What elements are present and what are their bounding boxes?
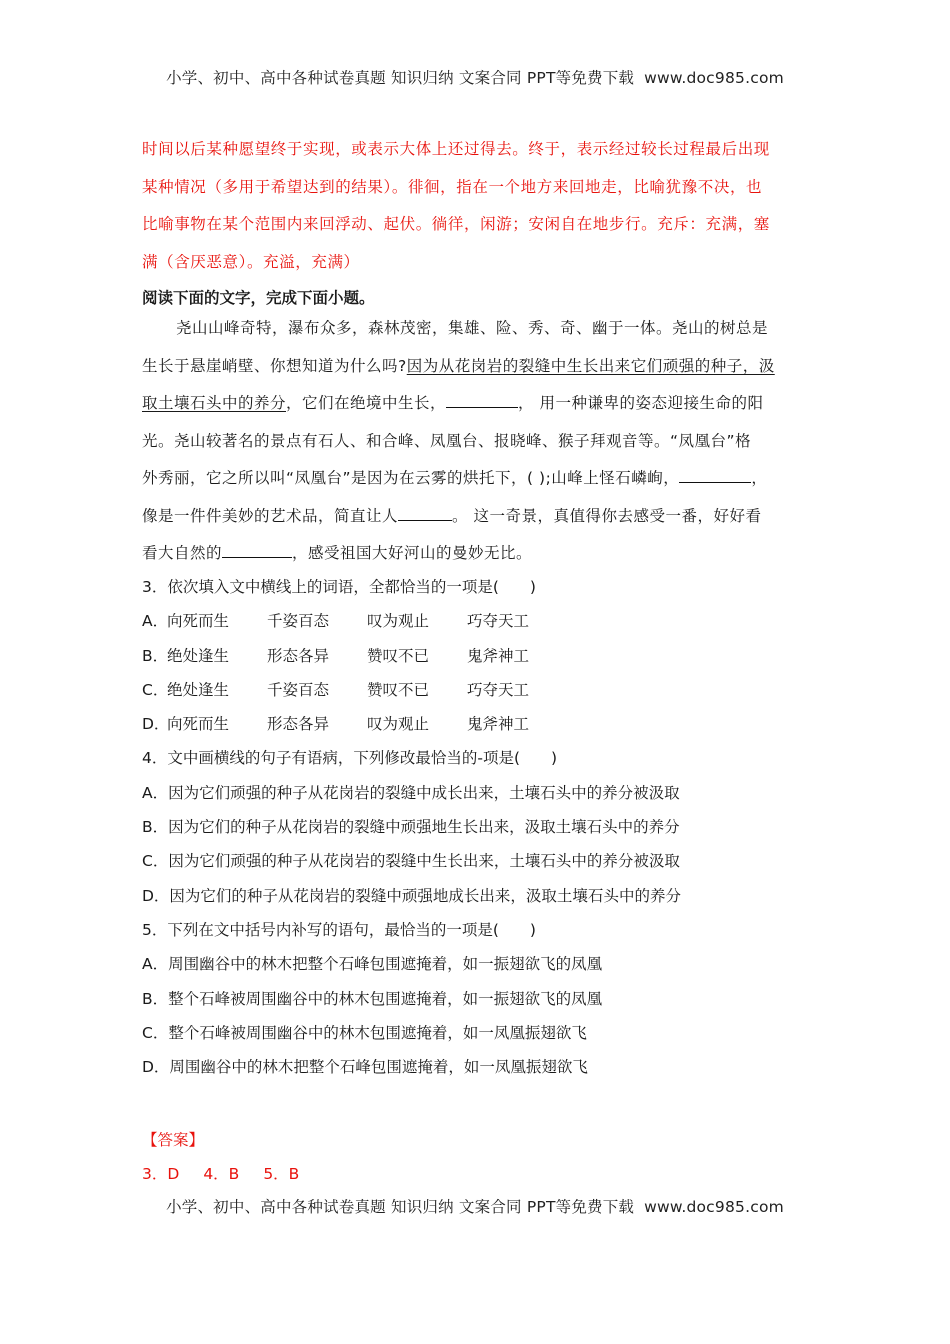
question-option: B．因为它们的种子从花岗岩的裂缝中顽强地生长出来，汲取土壤石头中的养分 — [142, 818, 680, 837]
question-option: B．整个石峰被周围幽谷中的林木包围遮掩着，如一振翅欲飞的凤凰 — [142, 989, 603, 1008]
page-footer — [0, 1195, 950, 1217]
passage-line — [142, 385, 814, 423]
option-letter: C． — [142, 680, 169, 699]
option-word: 向死而生 — [167, 612, 230, 631]
explanation-block — [142, 131, 814, 281]
questions — [142, 570, 814, 1084]
option-letter: B． — [142, 646, 169, 665]
option-letter: D． — [142, 715, 170, 734]
option-word: 千姿百态 — [267, 612, 330, 631]
blank-4 — [222, 543, 292, 558]
passage-text: ， 用一种谦卑的姿态迎接生命的阳 — [518, 394, 764, 412]
blank-1 — [446, 393, 518, 408]
question-stem: 5．下列在文中括号内补写的语句，最恰当的一项是( ) — [142, 920, 536, 939]
passage — [142, 310, 814, 573]
answer-item: 3．D — [142, 1165, 180, 1183]
header-text: 小学、初中、高中各种试卷真题 知识归纳 文案合同 PPT等免费下载 — [166, 69, 635, 87]
option-word: 形态各异 — [267, 715, 330, 734]
option-word: 向死而生 — [167, 715, 230, 734]
question-option: C．整个石峰被周围幽谷中的林木包围遮掩着，如一凤凰振翅欲飞 — [142, 1023, 587, 1042]
footer-site-link[interactable]: www.doc985.com — [644, 1198, 784, 1216]
option-word: 形态各异 — [267, 646, 330, 665]
question-option: D．因为它们的种子从花岗岩的裂缝中顽强地成长出来，汲取土壤石头中的养分 — [142, 886, 681, 905]
explanation-line: 比喻事物在某个范围内来回浮动、起伏。徜徉，闲游；安闲自在地步行。充斥：充满，塞 — [142, 215, 770, 233]
answer-item: 4．B — [203, 1165, 240, 1183]
passage-line — [142, 348, 814, 386]
question-option: C．因为它们顽强的种子从花岗岩的裂缝中生长出来，土壤石头中的养分被汲取 — [142, 852, 680, 871]
answer-item: 5．B — [263, 1165, 300, 1183]
question-option: A．因为它们顽强的种子从花岗岩的裂缝中成长出来，土壤石头中的养分被汲取 — [142, 783, 680, 802]
option-word: 鬼斧神工 — [467, 646, 530, 665]
question-option: D．周围幽谷中的林木把整个石峰包围遮掩着，如一凤凰振翅欲飞 — [142, 1058, 588, 1077]
question-stem: 3．依次填入文中横线上的词语，全都恰当的一项是( ) — [142, 578, 536, 596]
page-header — [0, 66, 950, 88]
option-word: 巧夺天工 — [467, 612, 530, 631]
explanation-line: 某种情况（多用于希望达到的结果）。徘徊，指在一个地方来回地走，比喻犹豫不决，也 — [142, 177, 763, 196]
option-word: 鬼斧神工 — [467, 715, 530, 734]
passage-text: 。 这一奇景，真值得你去感受一番，好好看 — [452, 506, 762, 525]
passage-line — [142, 498, 814, 536]
question-option — [142, 673, 814, 707]
answer-label: 【答案】 — [142, 1131, 205, 1149]
passage-text: ，感受祖国大好河山的曼妙无比。 — [292, 544, 533, 562]
option-word: 叹为观止 — [367, 612, 430, 631]
explanation-line: 满（含厌恶意）。充溢，充满） — [142, 252, 360, 271]
explanation-line: 时间以后某种愿望终于实现，或表示大体上还过得去。终于，表示经过较长过程最后出现 — [142, 140, 770, 158]
section-title: 阅读下面的文字，完成下面小题。 — [142, 289, 375, 307]
passage-line: 光。尧山较著名的景点有石人、和合峰、凤凰台、报晓峰、猴子拜观音等。“凤凰台”格 — [142, 431, 752, 450]
passage-line — [142, 460, 814, 498]
option-word: 赞叹不已 — [367, 680, 430, 699]
passage-text: 外秀丽，它之所以叫“凤凰台”是因为在云雾的烘托下，( );山峰上怪石嶙峋， — [142, 469, 680, 487]
question-option — [142, 639, 814, 673]
blank-3 — [398, 506, 452, 521]
passage-line: 尧山山峰奇特，瀑布众多，森林茂密，集雄、险、秀、奇、幽于一体。尧山的树总是 — [176, 319, 769, 337]
option-letter: A． — [142, 612, 169, 631]
option-word: 赞叹不已 — [367, 646, 430, 665]
question-stem: 4．文中画横线的句子有语病，下列修改最恰当的-项是( ) — [142, 749, 558, 768]
question-option — [142, 604, 814, 638]
option-word: 千姿百态 — [267, 680, 330, 699]
underlined-sentence: 因为从花岗岩的裂缝中生长出来它们顽强的种子，汲 — [406, 356, 775, 375]
header-site-link[interactable]: www.doc985.com — [644, 69, 784, 87]
option-word: 叹为观止 — [367, 715, 430, 734]
passage-text: 看大自然的 — [142, 544, 223, 562]
passage-text: 生长于悬崖峭壁、你想知道为什么吗? — [142, 356, 407, 375]
footer-text: 小学、初中、高中各种试卷真题 知识归纳 文案合同 PPT等免费下载 — [166, 1198, 635, 1216]
option-word: 绝处逢生 — [167, 680, 230, 699]
passage-line — [142, 535, 814, 573]
answer-line — [142, 1162, 814, 1184]
question-option — [142, 707, 814, 741]
passage-text: ，它们在绝境中生长， — [286, 394, 447, 412]
blank-2 — [679, 468, 751, 483]
passage-text: 像是一件件美妙的艺术品，简直让人 — [142, 506, 399, 525]
option-word: 绝处逢生 — [167, 646, 230, 665]
passage-text: ， — [751, 469, 768, 487]
option-word: 巧夺天工 — [467, 680, 530, 699]
underlined-sentence: 取土壤石头中的养分 — [142, 394, 287, 412]
question-option: A．周围幽谷中的林木把整个石峰包围遮掩着，如一振翅欲飞的凤凰 — [142, 955, 603, 974]
